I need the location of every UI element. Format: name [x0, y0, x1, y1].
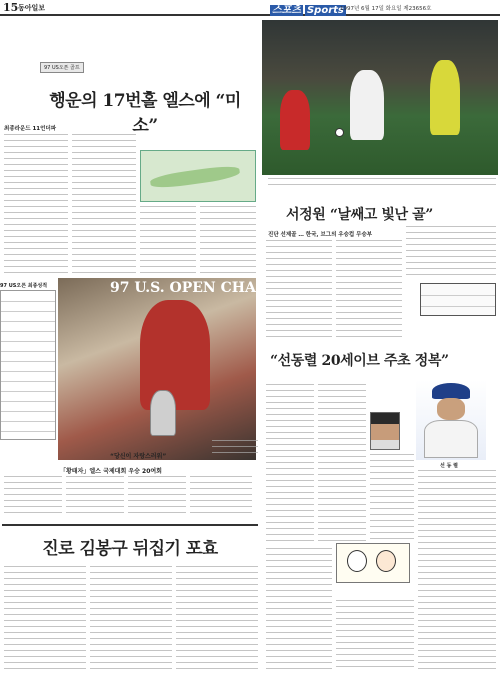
photo-caption [212, 440, 258, 454]
soccer-text-col-2 [336, 240, 402, 340]
soccer-headline: 서정원 “날쌔고 빛난 골” [286, 207, 433, 223]
baseball-text-col-3 [370, 454, 414, 542]
soccer-ball-icon [335, 128, 344, 137]
golf-side-col-2 [66, 476, 124, 518]
golf-section-tag: 97 US오픈 골프 [40, 62, 84, 73]
baseball-cap-icon [432, 383, 470, 399]
golf-side-col-3 [128, 476, 186, 518]
golf-side-col-1 [4, 476, 62, 518]
golf-text-col-4 [200, 206, 256, 274]
lower-headline: 진로 김봉구 뒤집기 포효 [2, 524, 258, 559]
soccer-lineup-box [420, 283, 496, 316]
golf-subhead: 최종라운드 11언더파 [4, 126, 57, 132]
photo-quote: “당신이 자랑스러워” [110, 453, 167, 460]
photo-player-red [280, 90, 310, 150]
trophy-icon [150, 390, 176, 436]
golf-text-col-3 [140, 206, 196, 274]
soccer-photo-caption [268, 178, 496, 190]
baseball-text-col-4 [418, 470, 496, 670]
golf-side-headline: 「황태자」엘스 국제대회 우승 20여회 [60, 468, 162, 475]
section-logo [268, 1, 346, 16]
newspaper-name: 동아일보 [18, 4, 46, 12]
column-text-2 [336, 600, 414, 670]
score-table-title: 97 US오픈 최종성적 [0, 283, 48, 289]
photo-goalkeeper [430, 60, 460, 135]
cartoon-face-1 [347, 550, 367, 572]
lower-text-col-2 [90, 566, 172, 670]
pitcher-uniform [424, 420, 478, 458]
column-text-1 [266, 548, 332, 670]
photo-player-white [350, 70, 384, 140]
pitcher-face [437, 398, 465, 420]
photo-golfer-figure [140, 300, 210, 410]
section-logo-ko: 스포츠 [272, 5, 301, 16]
baseball-text-col-2 [318, 384, 366, 544]
cartoon-face-2 [376, 550, 396, 572]
section-logo-en: Sports [306, 5, 344, 16]
pitcher-caption: 선 동 렬 [440, 463, 458, 469]
soccer-subhead: 진단 선제골 … 한국, 브그의 우승컵 무승부 [268, 232, 373, 238]
golf-side-col-4 [190, 476, 252, 518]
lower-text-col-1 [4, 566, 86, 670]
issue-date: 1997년 6월 17일 화요일 제23656호 [340, 6, 432, 12]
player-headshot [370, 412, 400, 450]
baseball-headline: “선동렬 20세이브 주초 정복” [270, 353, 449, 369]
lower-text-col-3 [176, 566, 258, 670]
golf-headline: 행운의 17번홀 엘스에 “미소” [49, 91, 241, 136]
photo-banner-text: 97 U.S. OPEN CHAMPIONS [110, 280, 324, 296]
golf-text-col-1 [4, 134, 68, 276]
score-table [0, 290, 56, 440]
page-number: 15 [3, 1, 19, 14]
golf-text-col-2 [72, 134, 136, 276]
soccer-text-col-3 [406, 226, 496, 280]
soccer-text-col-1 [266, 240, 332, 340]
baseball-text-col-1 [266, 384, 314, 544]
